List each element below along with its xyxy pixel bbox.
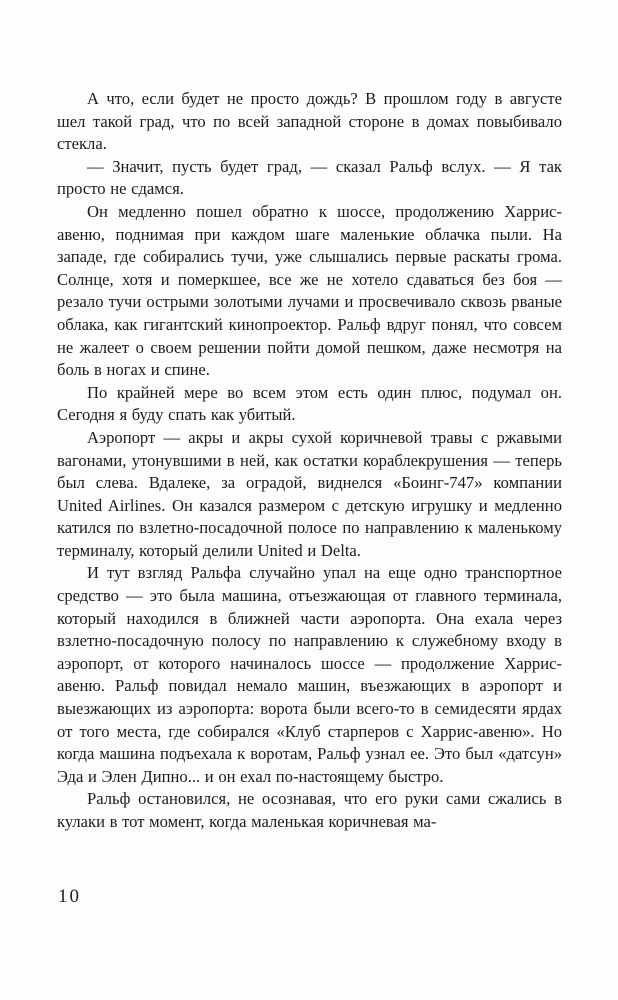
paragraph: Ральф остановился, не осознавая, что его руки сами сжались в кулаки в тот момент, когда маленькая коричневая ма- (57, 789, 562, 831)
page-number: 10 (58, 886, 81, 907)
paragraph: А что, если будет не просто дождь? В прошлом году в августе шел такой град, что по всей западной стороне в домах повыбивало стекла. (57, 89, 562, 154)
paragraph: Он медленно пошел обратно к шоссе, продолжению Харрис-авеню, поднимая при каждом шаге маленькие облачка пыли. На западе, где собирались тучи, уже слышались первые раскаты грома. Солнце, хотя и померкшее, все же не хотело сдаваться без боя — резало тучи острыми золотыми лучами и просвечивало сквозь рваные облака, как гигантский кинопроектор. Ральф вдруг понял, что совсем не жалеет о своем решении пойти домой пешком, даже несмотря на боль в ногах и спине. (57, 201, 562, 380)
paragraph: Аэропорт — акры и акры сухой коричневой травы с ржавыми вагонами, утонувшими в ней, как остатки кораблекрушения — теперь был слева. Вдалеке, за оградой, виднелся «Боинг-747» компании United Airlines. Он казался размером с детскую игрушку и медленно катился по взлетно-посадочной полосе по направлению к маленькому терминалу, который делили United и Delta. (57, 427, 562, 560)
paragraph: И тут взгляд Ральфа случайно упал на еще одно транспортное средство — это была машина, отъезжающая от главного терминала, который находился в ближней части аэропорта. Она ехала через взлетно-посадочную полосу по направлению к служебному входу в аэропорт, от которого начиналось шоссе — продолжение Харрис-авеню. Ральф повидал немало машин, въезжающих в аэропорт и выезжающих из аэропорта: ворота были всего-то в семидесяти ярдах от того места, где собирался «Клуб старперов с Харрис-авеню». Но когда машина подъехала к воротам, Ральф узнал ее. Это был «датсун» Эда и Элен Дипно... и он ехал по-настоящему быстро. (57, 563, 562, 786)
paragraph: — Значит, пусть будет град, — сказал Ральф вслух. — Я так просто не сдамся. (57, 156, 562, 199)
page-text (57, 88, 562, 834)
paragraph: По крайней мере во всем этом есть один плюс, подумал он. Сегодня я буду спать как убитый. (57, 382, 562, 425)
